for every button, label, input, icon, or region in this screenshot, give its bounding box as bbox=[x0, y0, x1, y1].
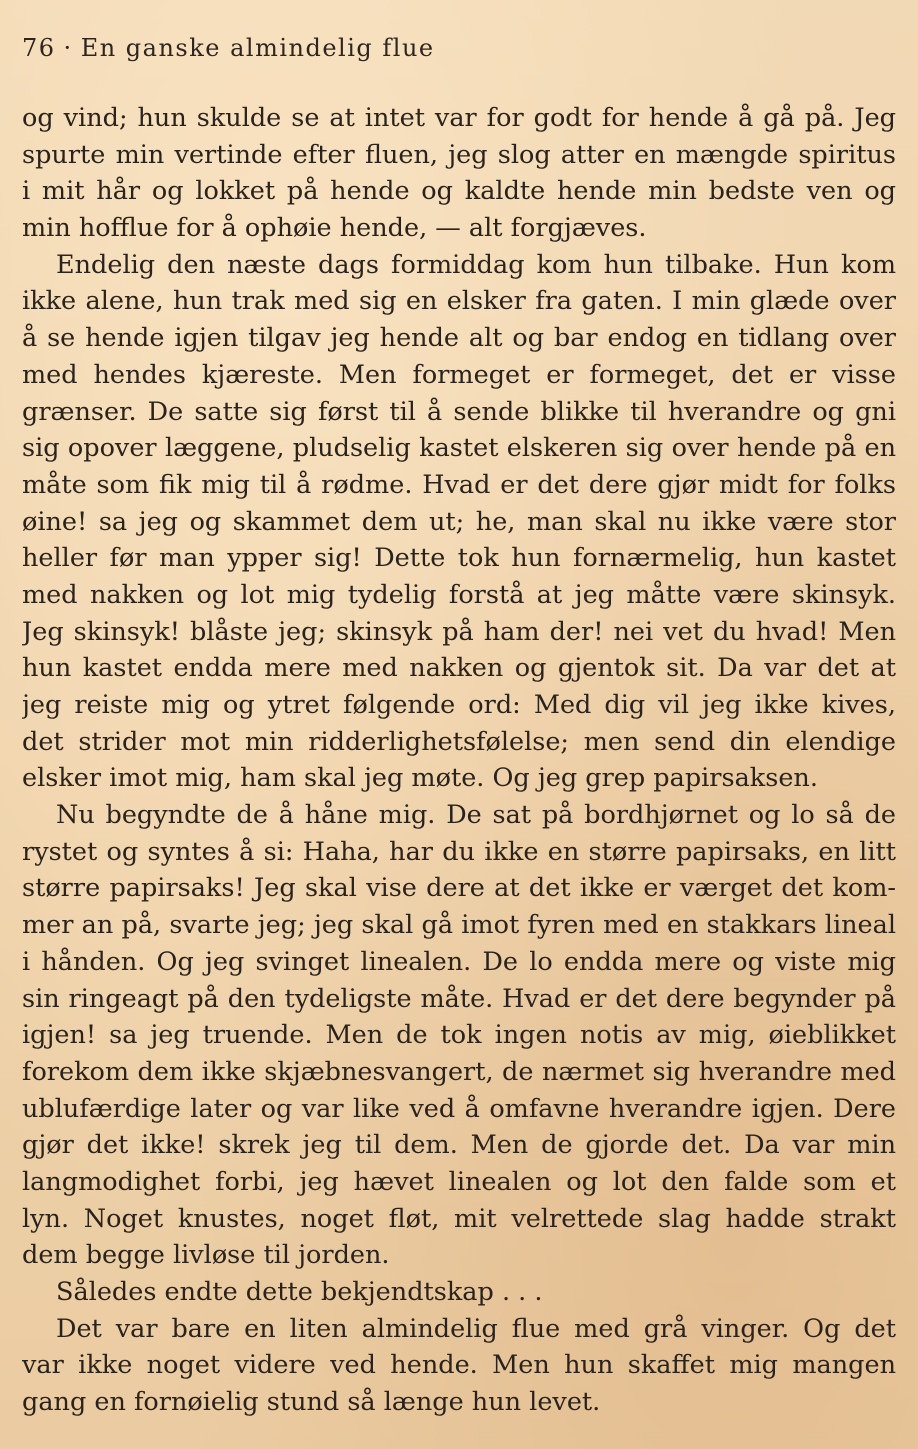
text-line: spurte min vertinde efter fluen, jeg slog atter en mængde spiritus bbox=[22, 139, 896, 170]
text-line: Det var bare en liten almindelig flue med grå vinger. Og det bbox=[56, 1313, 896, 1344]
text-line: og vind; hun skulde se at intet var for godt for hende å gå på. Jeg bbox=[22, 103, 896, 133]
text-line: å se hende igjen tilgav jeg hende alt og bar endog en tidlang over bbox=[22, 323, 896, 354]
text-line: Jeg skinsyk! blåste jeg; skinsyk på ham der! nei vet du hvad! Men bbox=[22, 616, 896, 647]
text-line: mer an på, svarte jeg; jeg skal gå imot fyren med en stakkars lineal bbox=[22, 910, 896, 941]
text-line: rystet og syntes å si: Haha, har du ikke en større papirsaks, en litt bbox=[22, 836, 896, 867]
text-line: gjør det ikke! skrek jeg til dem. Men de gjorde det. Da var min bbox=[22, 1130, 896, 1161]
text-line: min hofflue for å ophøie hende, — alt forgjæves. bbox=[22, 213, 647, 244]
text-line: med nakken og lot mig tydelig forstå at jeg måtte være skinsyk. bbox=[22, 579, 896, 610]
text-line: jeg reiste mig og ytret følgende ord: Med dig vil jeg ikke kives, bbox=[22, 690, 896, 720]
text-line: øine! sa jeg og skammet dem ut; he, man skal nu ikke være stor bbox=[22, 506, 896, 537]
text-line: lyn. Noget knustes, noget fløt, mit velrettede slag hadde strakt bbox=[22, 1203, 896, 1234]
text-line: heller før man ypper sig! Dette tok hun fornærmelig, hun kastet bbox=[22, 543, 896, 574]
text-line: med hendes kjæreste. Men formeget er formeget, det er visse bbox=[22, 359, 896, 390]
running-title: En ganske almindelig flue bbox=[80, 34, 435, 62]
text-line: større papirsaks! Jeg skal vise dere at det ikke er værget det kom- bbox=[22, 873, 896, 904]
text-line: det strider mot min ridderlighetsfølelse; men send din elendige bbox=[22, 726, 896, 757]
text-line: sin ringeagt på den tydeligste måte. Hvad er det dere begynder på bbox=[22, 983, 896, 1014]
body-text bbox=[22, 100, 896, 1421]
text-line: Således endte dette bekjendtskap . . . bbox=[56, 1277, 543, 1307]
text-line: ikke alene, hun trak med sig en elsker fra gaten. I min glæde over bbox=[22, 286, 896, 317]
text-line: hun kastet endda mere med nakken og gjentok sit. Da var det at bbox=[22, 653, 896, 684]
text-line: forekom dem ikke skjæbnesvangert, de nærmet sig hverandre med bbox=[22, 1056, 896, 1087]
text-line: måte som fik mig til å rødme. Hvad er det dere gjør midt for folks bbox=[22, 469, 896, 500]
text-line: dem begge livløse til jorden. bbox=[22, 1240, 390, 1271]
text-line: sig opover læggene, pludselig kastet elskeren sig over hende på en bbox=[22, 433, 896, 464]
header-separator: · bbox=[63, 34, 73, 62]
text-line: var ikke noget videre ved hende. Men hun skaffet mig mangen bbox=[22, 1350, 896, 1381]
text-line: i mit hår og lokket på hende og kaldte hende min bedste ven og bbox=[22, 176, 896, 207]
text-line: gang en fornøielig stund så længe hun levet. bbox=[22, 1387, 601, 1418]
text-line: elsker imot mig, ham skal jeg møte. Og jeg grep papirsaksen. bbox=[22, 763, 818, 794]
page-number: 76 bbox=[22, 34, 56, 62]
text-line: igjen! sa jeg truende. Men de tok ingen notis av mig, øieblikket bbox=[22, 1020, 896, 1051]
running-head bbox=[22, 34, 435, 62]
text-line: ublufærdige later og var like ved å omfavne hverandre igjen. Dere bbox=[22, 1093, 896, 1124]
text-line: Nu begyndte de å håne mig. De sat på bordhjørnet og lo så de bbox=[56, 800, 896, 831]
text-line: i hånden. Og jeg svinget linealen. De lo endda mere og viste mig bbox=[22, 946, 896, 977]
text-line: langmodighet forbi, jeg hævet linealen og lot den falde som et bbox=[22, 1166, 896, 1197]
text-line: Endelig den næste dags formiddag kom hun tilbake. Hun kom bbox=[56, 249, 896, 280]
text-line: grænser. De satte sig først til å sende blikke til hverandre og gni bbox=[22, 396, 896, 427]
